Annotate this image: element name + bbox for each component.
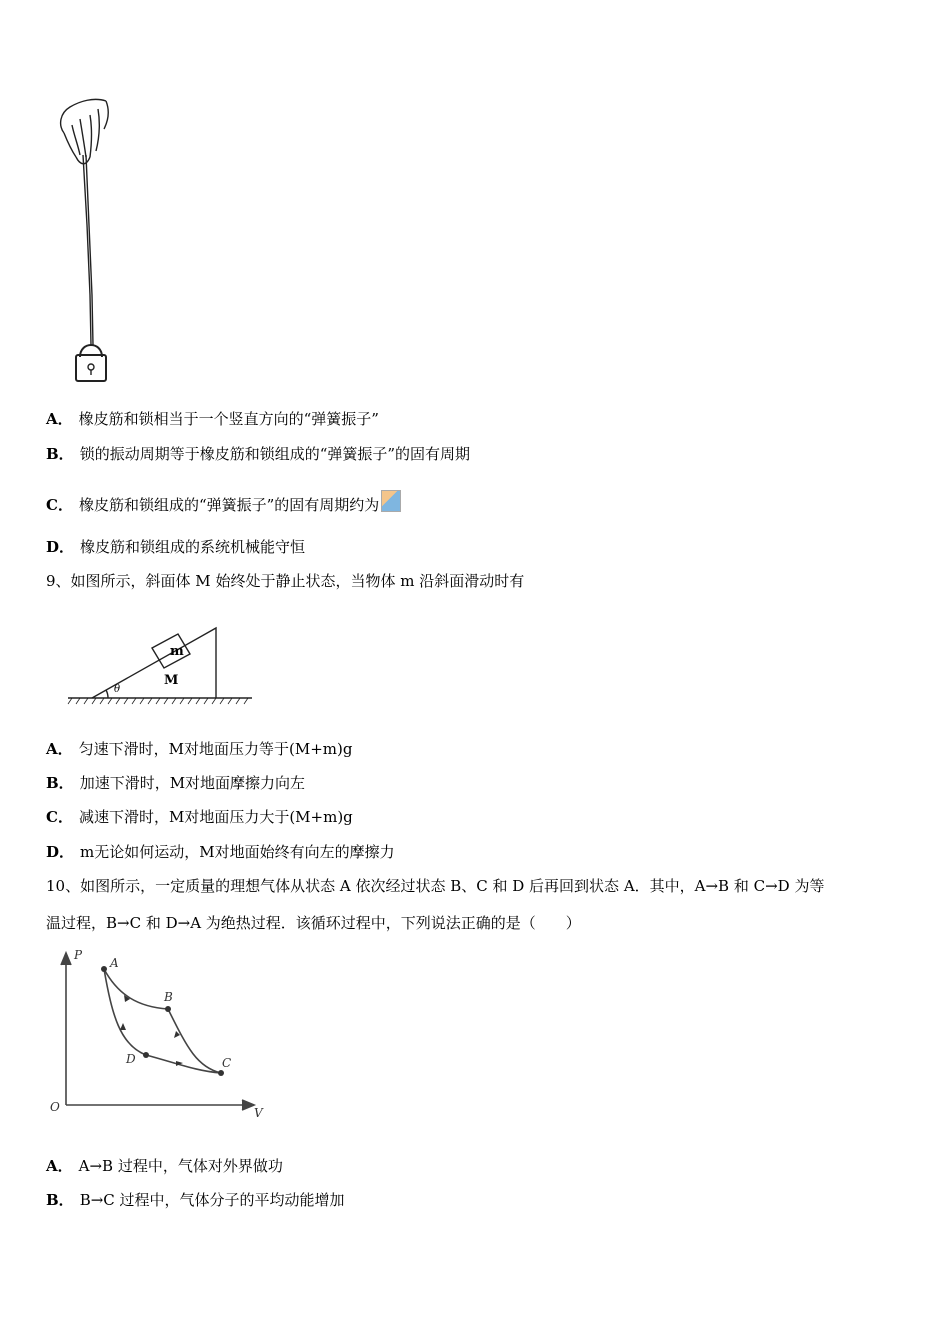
option-letter: C．	[46, 808, 73, 826]
q10-option-a	[46, 1155, 283, 1177]
option-text: B→C 过程中，气体分子的平均动能增加	[79, 1191, 345, 1209]
q9-option-d	[46, 841, 395, 863]
option-text: 橡皮筋和锁组成的系统机械能守恒	[80, 538, 306, 556]
option-text: 加速下滑时，M对地面摩擦力向左	[79, 774, 306, 792]
q10-option-b	[46, 1189, 345, 1211]
q8-option-a	[46, 408, 379, 430]
q10-stem-line1: 10、如图所示，一定质量的理想气体从状态 A 依次经过状态 B、C 和 D 后再回到状态 A．其中，A→B 和 C→D 为等	[46, 877, 825, 895]
point-c-label: C	[222, 1056, 232, 1070]
q10-stem-line2: 温过程，B→C 和 D→A 为绝热过程．该循环过程中，下列说法正确的是（ ）	[46, 914, 581, 932]
option-letter: A．	[46, 1157, 73, 1175]
angle-label: θ	[114, 684, 121, 695]
option-letter: A．	[46, 740, 73, 758]
q9-option-c	[46, 806, 353, 828]
option-text: 减速下滑时，M对地面压力大于(M+m)g	[78, 808, 353, 826]
option-text: 匀速下滑时，M对地面压力等于(M+m)g	[78, 740, 353, 758]
formula-image-icon	[381, 490, 401, 512]
q8-option-d	[46, 536, 305, 558]
option-letter: A．	[46, 410, 73, 428]
point-b-label: B	[164, 990, 173, 1004]
q9-option-a	[46, 738, 352, 760]
axis-v-label: V	[254, 1106, 263, 1120]
incline-figure	[66, 618, 256, 708]
q9-stem: 9、如图所示，斜面体 M 始终处于静止状态，当物体 m 沿斜面滑动时有	[46, 572, 525, 590]
block-m-label: m	[170, 644, 184, 659]
option-text: 橡皮筋和锁组成的“弹簧振子”的固有周期约为	[78, 496, 380, 514]
hand-lock-figure	[50, 95, 120, 390]
option-text: m无论如何运动，M对地面始终有向左的摩擦力	[80, 843, 395, 861]
q8-option-c	[46, 490, 401, 516]
option-letter: D．	[46, 843, 75, 861]
point-a-label: A	[110, 956, 119, 970]
block-M-label: M	[164, 673, 179, 688]
axis-p-label: P	[74, 948, 83, 962]
point-d-label: D	[126, 1052, 136, 1066]
origin-label: O	[50, 1100, 60, 1114]
option-letter: B．	[46, 774, 74, 792]
option-text: 橡皮筋和锁相当于一个竖直方向的“弹簧振子”	[78, 410, 379, 428]
option-letter: C．	[46, 496, 73, 514]
option-text: A→B 过程中，气体对外界做功	[78, 1157, 283, 1175]
option-text: 锁的振动周期等于橡皮筋和锁组成的“弹簧振子”的固有周期	[79, 445, 471, 463]
pv-diagram	[46, 945, 268, 1123]
q9-option-b	[46, 772, 305, 794]
option-letter: D．	[46, 538, 75, 556]
option-letter: B．	[46, 445, 74, 463]
q8-option-b	[46, 443, 470, 465]
option-letter: B．	[46, 1191, 74, 1209]
